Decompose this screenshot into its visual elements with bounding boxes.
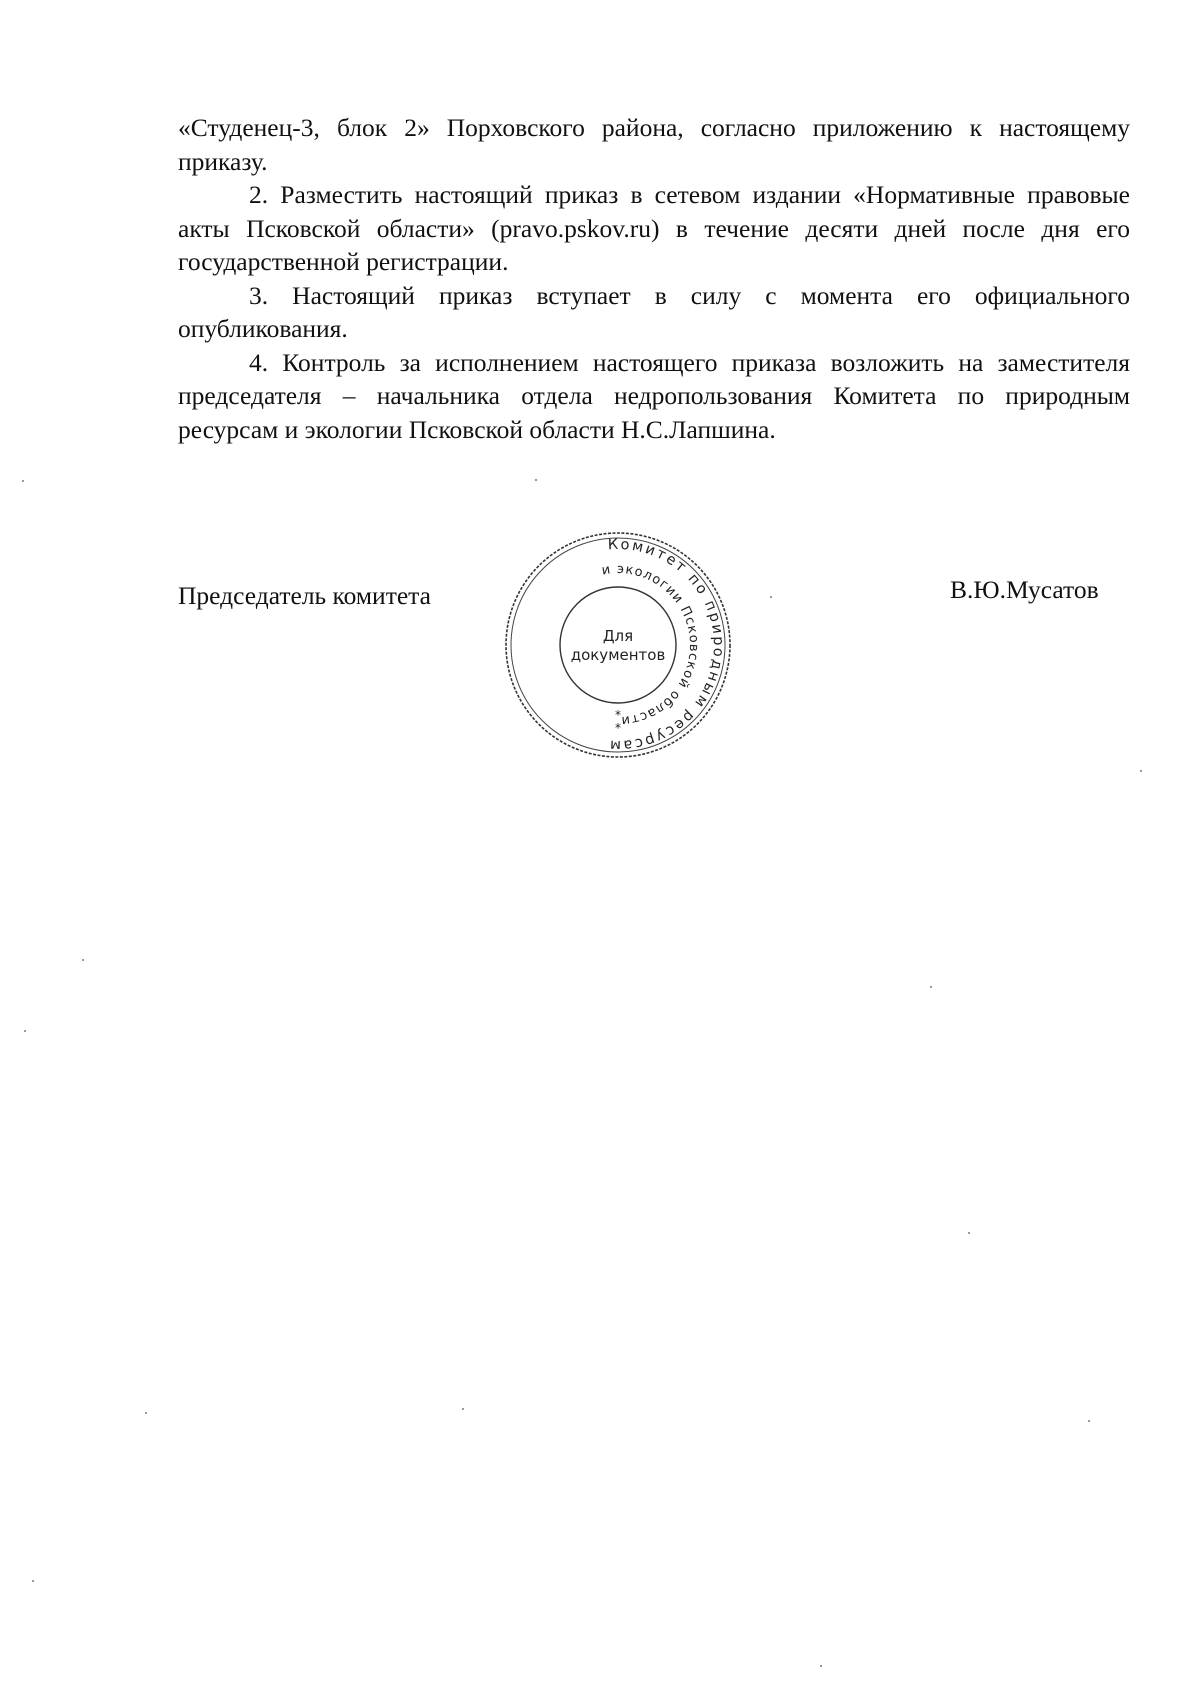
- scan-speck: [32, 1580, 34, 1582]
- seal-star-top: *: [615, 708, 621, 722]
- seal-star-bottom: *: [615, 721, 621, 735]
- paragraph-3: 3. Настоящий приказ вступает в силу с момента его официального опубликования.: [178, 280, 1130, 343]
- signatory-title: Председатель комитета: [178, 581, 431, 610]
- seal-outer-text: Комитет по природным ресурсам: [607, 536, 727, 754]
- seal-inner-text: и экологии Псковской области: [600, 561, 702, 729]
- paragraph-2: 2. Разместить настоящий приказ в сетевом издании «Нормативные правовые акты Псковской области» (pravo.pskov.ru) в течение десяти дней после дня его государственной регистрации.: [178, 180, 1130, 276]
- scan-speck: [24, 1030, 26, 1032]
- order-body: [178, 111, 1130, 446]
- official-seal-stamp: [498, 525, 738, 765]
- scan-speck: [535, 479, 537, 481]
- scan-speck: [1088, 1420, 1090, 1422]
- scan-speck: [770, 596, 772, 598]
- scan-speck: [1140, 770, 1142, 772]
- scan-speck: [22, 480, 24, 482]
- signatory-name: В.Ю.Мусатов: [950, 575, 1099, 604]
- scan-speck: [145, 1412, 147, 1414]
- seal-center-line1: Для: [602, 627, 634, 645]
- seal-center-line2: документов: [570, 646, 666, 664]
- scan-speck: [930, 986, 932, 988]
- scan-speck: [462, 1408, 464, 1410]
- scan-speck: [82, 959, 84, 961]
- scan-speck: [820, 1665, 822, 1667]
- paragraph-continuation: «Студенец-3, блок 2» Порховского района, согласно приложению к настоящему приказу.: [178, 113, 1130, 176]
- scan-speck: [968, 1232, 970, 1234]
- paragraph-4: 4. Контроль за исполнением настоящего приказа возложить на заместителя председателя – начальника отдела недропользования Комитета по природным ресурсам и экологии Псковской области Н.С.Лапшина.: [178, 347, 1130, 444]
